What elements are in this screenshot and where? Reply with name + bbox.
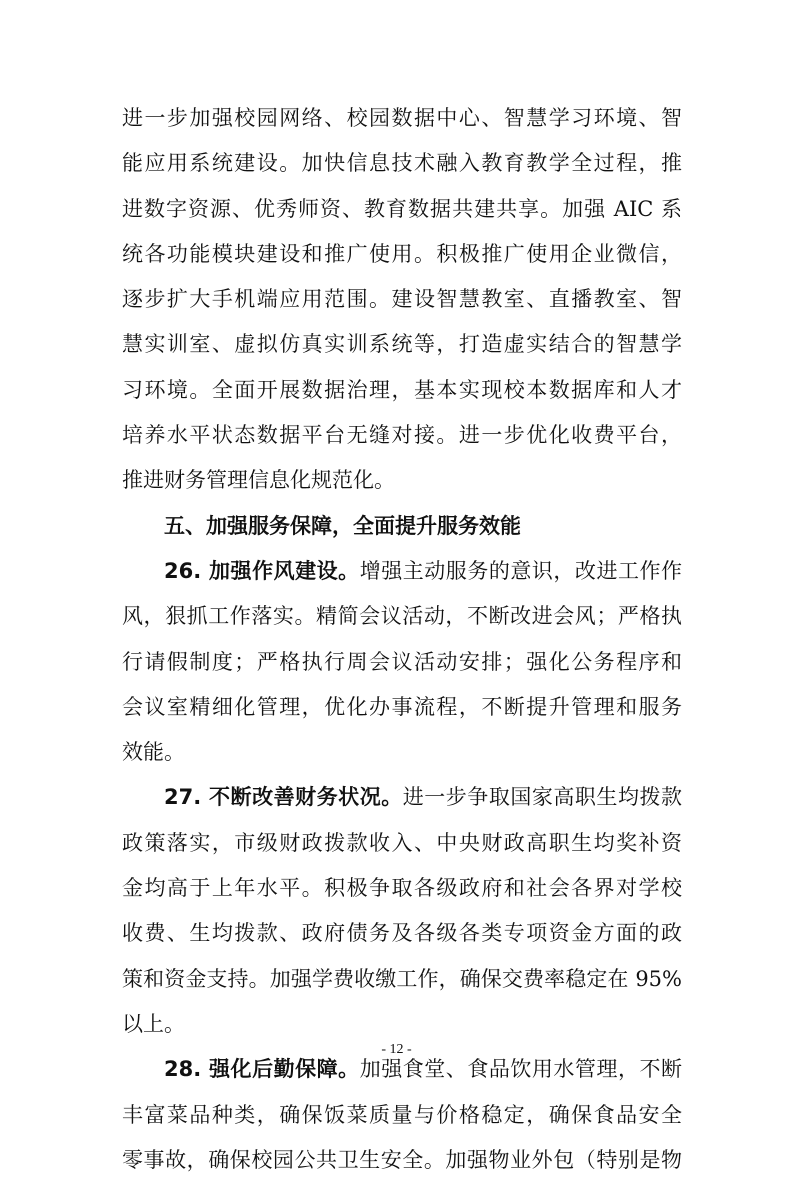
item-lead: 28. 强化后勤保障。 xyxy=(164,1057,360,1082)
text-line: 丰富菜品种类，确保饭菜质量与价格稳定，确保食品安全 xyxy=(122,1102,682,1127)
page-number: - 12 - xyxy=(381,1042,412,1057)
item-first-line-text: 加强食堂、食品饮用水管理，不断 xyxy=(359,1057,682,1082)
text-line: 进数字资源、优秀师资、教育数据共建共享。加强 AIC 系 xyxy=(122,196,682,221)
text-line: 政策落实，市级财政拨款收入、中央财政高职生均奖补资 xyxy=(122,830,682,855)
section-heading: 五、加强服务保障，全面提升服务效能 xyxy=(164,513,521,538)
item-lead: 27. 不断改善财务状况。 xyxy=(164,785,403,810)
text-line: 金均高于上年水平。积极争取各级政府和社会各界对学校 xyxy=(122,876,682,901)
text-line: 能应用系统建设。加快信息技术融入教育教学全过程，推 xyxy=(122,151,682,176)
text-line: 培养水平状态数据平台无缝对接。进一步优化收费平台， xyxy=(122,423,682,448)
text-line: 策和资金支持。加强学费收缴工作，确保交费率稳定在 95% xyxy=(122,966,682,991)
item-first-line xyxy=(122,775,682,820)
text-line: 零事故，确保校园公共卫生安全。加强物业外包（特别是物 xyxy=(122,1147,682,1172)
text-line: 收费、生均拨款、政府债务及各级各类专项资金方面的政 xyxy=(122,921,682,946)
item-27-paragraph xyxy=(122,775,682,1047)
text-line: 进一步加强校园网络、校园数据中心、智慧学习环境、智 xyxy=(122,106,682,130)
text-line: 以上。 xyxy=(122,1011,185,1036)
text-line: 统各功能模块建设和推广使用。积极推广使用企业微信， xyxy=(122,241,682,266)
text-line: 风，狠抓工作落实。精简会议活动，不断改进会风；严格执 xyxy=(122,604,682,629)
text-line: 逐步扩大手机端应用范围。建设智慧教室、直播教室、智 xyxy=(122,287,682,312)
item-first-line-text: 增强主动服务的意识，改进工作作 xyxy=(359,558,682,583)
text-line: 行请假制度；严格执行周会议活动安排；强化公务程序和 xyxy=(122,649,682,674)
item-first-line xyxy=(122,549,682,594)
text-line: 推进财务管理信息化规范化。 xyxy=(122,468,395,493)
body-text xyxy=(122,96,682,1183)
text-line: 效能。 xyxy=(122,740,185,765)
continuation-paragraph xyxy=(122,96,682,504)
item-first-line-text: 进一步争取国家高职生均拨款 xyxy=(402,785,682,810)
text-line: 习环境。全面开展数据治理，基本实现校本数据库和人才 xyxy=(122,377,682,402)
text-line: 会议室精细化管理，优化办事流程，不断提升管理和服务 xyxy=(122,694,682,719)
text-line: 慧实训室、虚拟仿真实训系统等，打造虚实结合的智慧学 xyxy=(122,332,682,357)
item-26-paragraph xyxy=(122,549,682,775)
item-28-paragraph xyxy=(122,1047,682,1183)
item-lead: 26. 加强作风建设。 xyxy=(164,558,360,583)
